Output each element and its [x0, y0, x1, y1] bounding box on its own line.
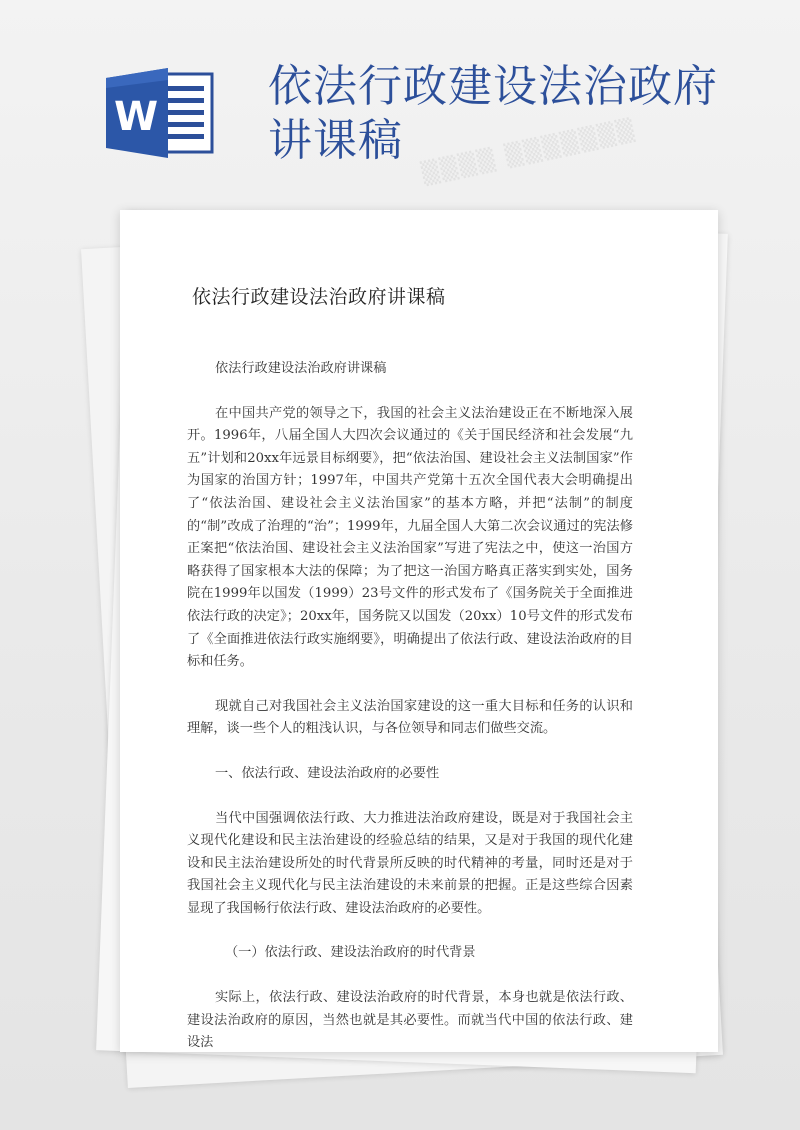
- paragraph: 现就自己对我国社会主义法治国家建设的这一重大目标和任务的认识和理解，谈一些个人的粗浅认识，与各位领导和同志们做些交流。: [187, 698, 633, 737]
- subsection-heading: （一）依法行政、建设法治政府的时代背景: [225, 945, 476, 961]
- document-page: [120, 210, 718, 1052]
- paragraph: 在中国共产党的领导之下，我国的社会主义法治建设正在不断地深入展开。1996年，八届全国人大四次会议通过的《关于国民经济和社会发展“九五”计划和20xx年远景目标纲要》，把“依法治国、建设社会主义法制国家”作为国家的治国方针；1997年，中国共产党第十五次全国代表大会明确提出了“依法治国、建设社会主义法治国家”的基本方略，并把“法制”的制度的“制”改成了治理的“治”；1999年，九届全国人大第二次会议通过的宪法修正案把“依法治国、建设社会主义法治国家”写进了宪法之中，使这一治国方略获得了国家根本大法的保障；为了把这一治国方略真正落实到实处，国务院在1999年以国发（1999）23号文件的形式发布了《国务院关于全面推进依法行政的决定》；20xx年，国务院又以国发（20xx）10号文件的形式发布了《全面推进依法行政实施纲要》，明确提出了依法行政、建设法治政府的目标和任务。: [187, 405, 633, 670]
- paragraph: 当代中国强调依法行政、大力推进法治政府建设，既是对于我国社会主义现代化建设和民主法治建设的经验总结的结果，又是对于我国的现代化建设和民主法治建设所处的时代背景所反映的时代精神的考量，同时还是对于我国社会主义现代化与民主法治建设的未来前景的把握。正是这些综合因素显现了我国畅行依法行政、建设法治政府的必要性。: [187, 810, 633, 916]
- section-heading: 一、依法行政、建设法治政府的必要性: [215, 765, 440, 781]
- document-subtitle: 依法行政建设法治政府讲课稿: [215, 361, 387, 376]
- document-body: [187, 358, 633, 1052]
- paragraph: 实际上，依法行政、建设法治政府的时代背景，本身也就是依法行政、建设法治政府的原因，当然也就是其必要性。而就当代中国的依法行政、建设法: [187, 990, 633, 1051]
- header-title: 依法行政建设法治政府讲课稿: [268, 61, 718, 166]
- word-document-icon: [106, 68, 216, 158]
- svg-text:W: W: [113, 94, 159, 140]
- document-title: 依法行政建设法治政府讲课稿: [192, 286, 446, 308]
